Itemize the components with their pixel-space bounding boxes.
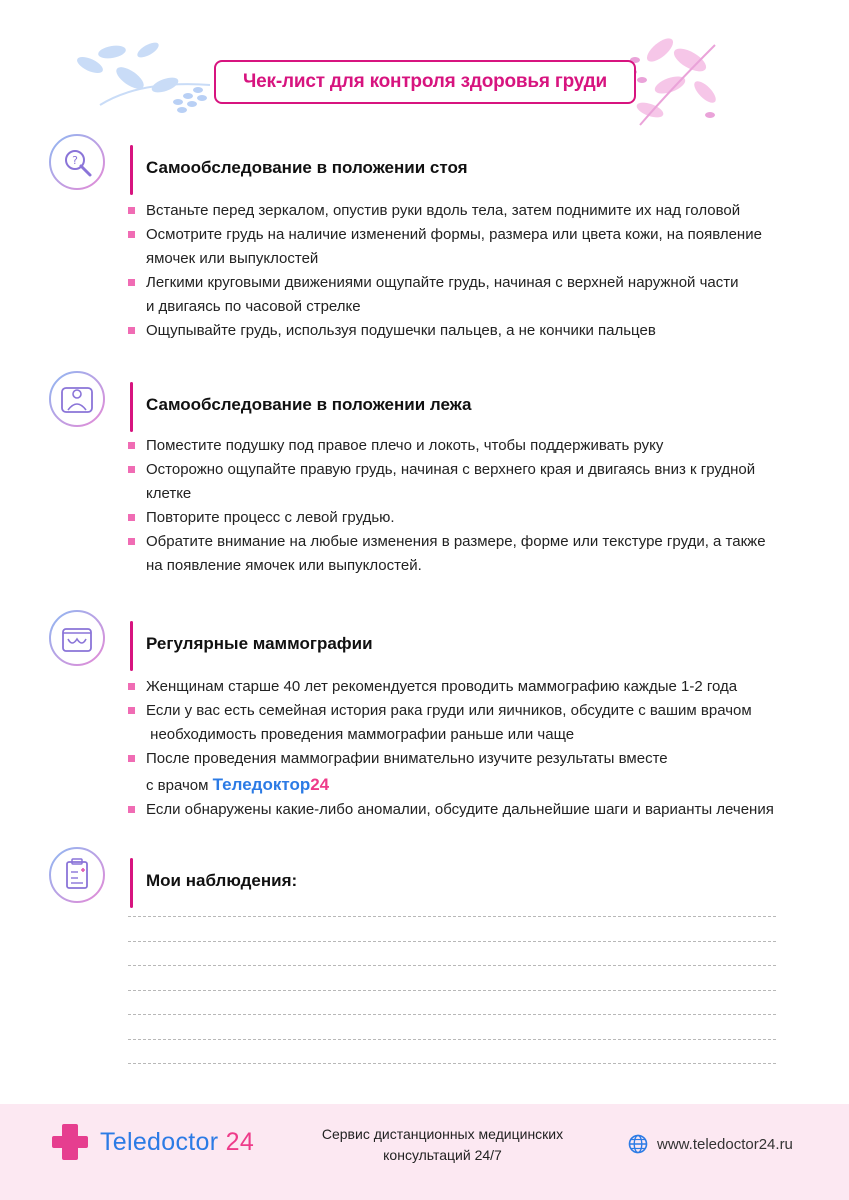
list-item: Ощупывайте грудь, используя подушечки пальцев, а не кончики пальцев — [128, 319, 788, 343]
section-divider — [130, 382, 133, 432]
list-item: Осмотрите грудь на наличие изменений формы, размера или цвета кожи, на появление ямочек или выпуклостей — [128, 223, 788, 271]
section-title: Самообследование в положении лежа — [146, 395, 472, 414]
globe-icon — [628, 1134, 648, 1154]
magnifier-question-icon — [48, 133, 106, 191]
checklist — [128, 675, 788, 822]
note-line[interactable] — [128, 1039, 776, 1040]
list-item: Если у вас есть семейная история рака груди или яичников, обсудите с вашим врачом необходимость проведения маммографии раньше или чаще — [128, 699, 788, 747]
list-item: Если обнаружены какие-либо аномалии, обсудите дальнейшие шаги и варианты лечения — [128, 798, 788, 822]
checklist — [128, 199, 788, 343]
list-item: Женщинам старше 40 лет рекомендуется проводить маммографию каждые 1-2 года — [128, 675, 788, 699]
list-item: Осторожно ощупайте правую грудь, начиная с верхнего края и двигаясь вниз к грудной клетке — [128, 458, 788, 506]
footer — [0, 1104, 849, 1200]
clipboard-medical-icon — [48, 846, 106, 904]
checklist — [128, 434, 788, 578]
leaves-decoration-left — [70, 30, 220, 120]
footer-brand-name: Teledoctor 24 — [100, 1127, 255, 1156]
teledoctor-brand-link[interactable]: Теледоктор24 — [212, 775, 330, 794]
footer-logo[interactable] — [50, 1122, 254, 1162]
footer-website-link[interactable]: www.teledoctor24.ru — [628, 1134, 793, 1154]
list-item: Обратите внимание на любые изменения в размере, форме или текстуре груди, а также на появление ямочек или выпуклостей. — [128, 530, 788, 578]
page-title-box — [214, 60, 636, 104]
note-line[interactable] — [128, 941, 776, 942]
notes-lines[interactable] — [128, 916, 776, 1088]
section-divider — [130, 858, 133, 908]
section-title: Самообследование в положении стоя — [146, 158, 468, 177]
leaves-decoration-right — [620, 30, 730, 130]
list-item: Легкими круговыми движениями ощупайте грудь, начиная с верхней наружной части и двигаясь по часовой стрелке — [128, 271, 788, 319]
list-item: Встаньте перед зеркалом, опустив руки вдоль тела, затем поднимите их над головой — [128, 199, 788, 223]
note-line[interactable] — [128, 916, 776, 917]
note-line[interactable] — [128, 1014, 776, 1015]
section-title: Регулярные маммографии — [146, 634, 373, 653]
list-item: После проведения маммографии внимательно изучите результаты вместе с врачом Теледоктор24 — [128, 747, 788, 798]
note-line[interactable] — [128, 965, 776, 966]
svg-text:?: ? — [72, 154, 78, 167]
medical-cross-icon — [50, 1122, 90, 1162]
section-divider — [130, 621, 133, 671]
section-divider — [130, 145, 133, 195]
list-item: Поместите подушку под правое плечо и локоть, чтобы поддерживать руку — [128, 434, 788, 458]
mammography-icon — [48, 609, 106, 667]
note-line[interactable] — [128, 990, 776, 991]
list-item: Повторите процесс с левой грудью. — [128, 506, 788, 530]
section-title: Мои наблюдения: — [146, 871, 298, 890]
note-line[interactable] — [128, 1063, 776, 1064]
lying-woman-icon — [48, 370, 106, 428]
footer-service-text: Сервис дистанционных медицинских консультаций 24/7 — [321, 1126, 564, 1163]
page-title: Чек-лист для контроля здоровья груди — [243, 71, 607, 92]
